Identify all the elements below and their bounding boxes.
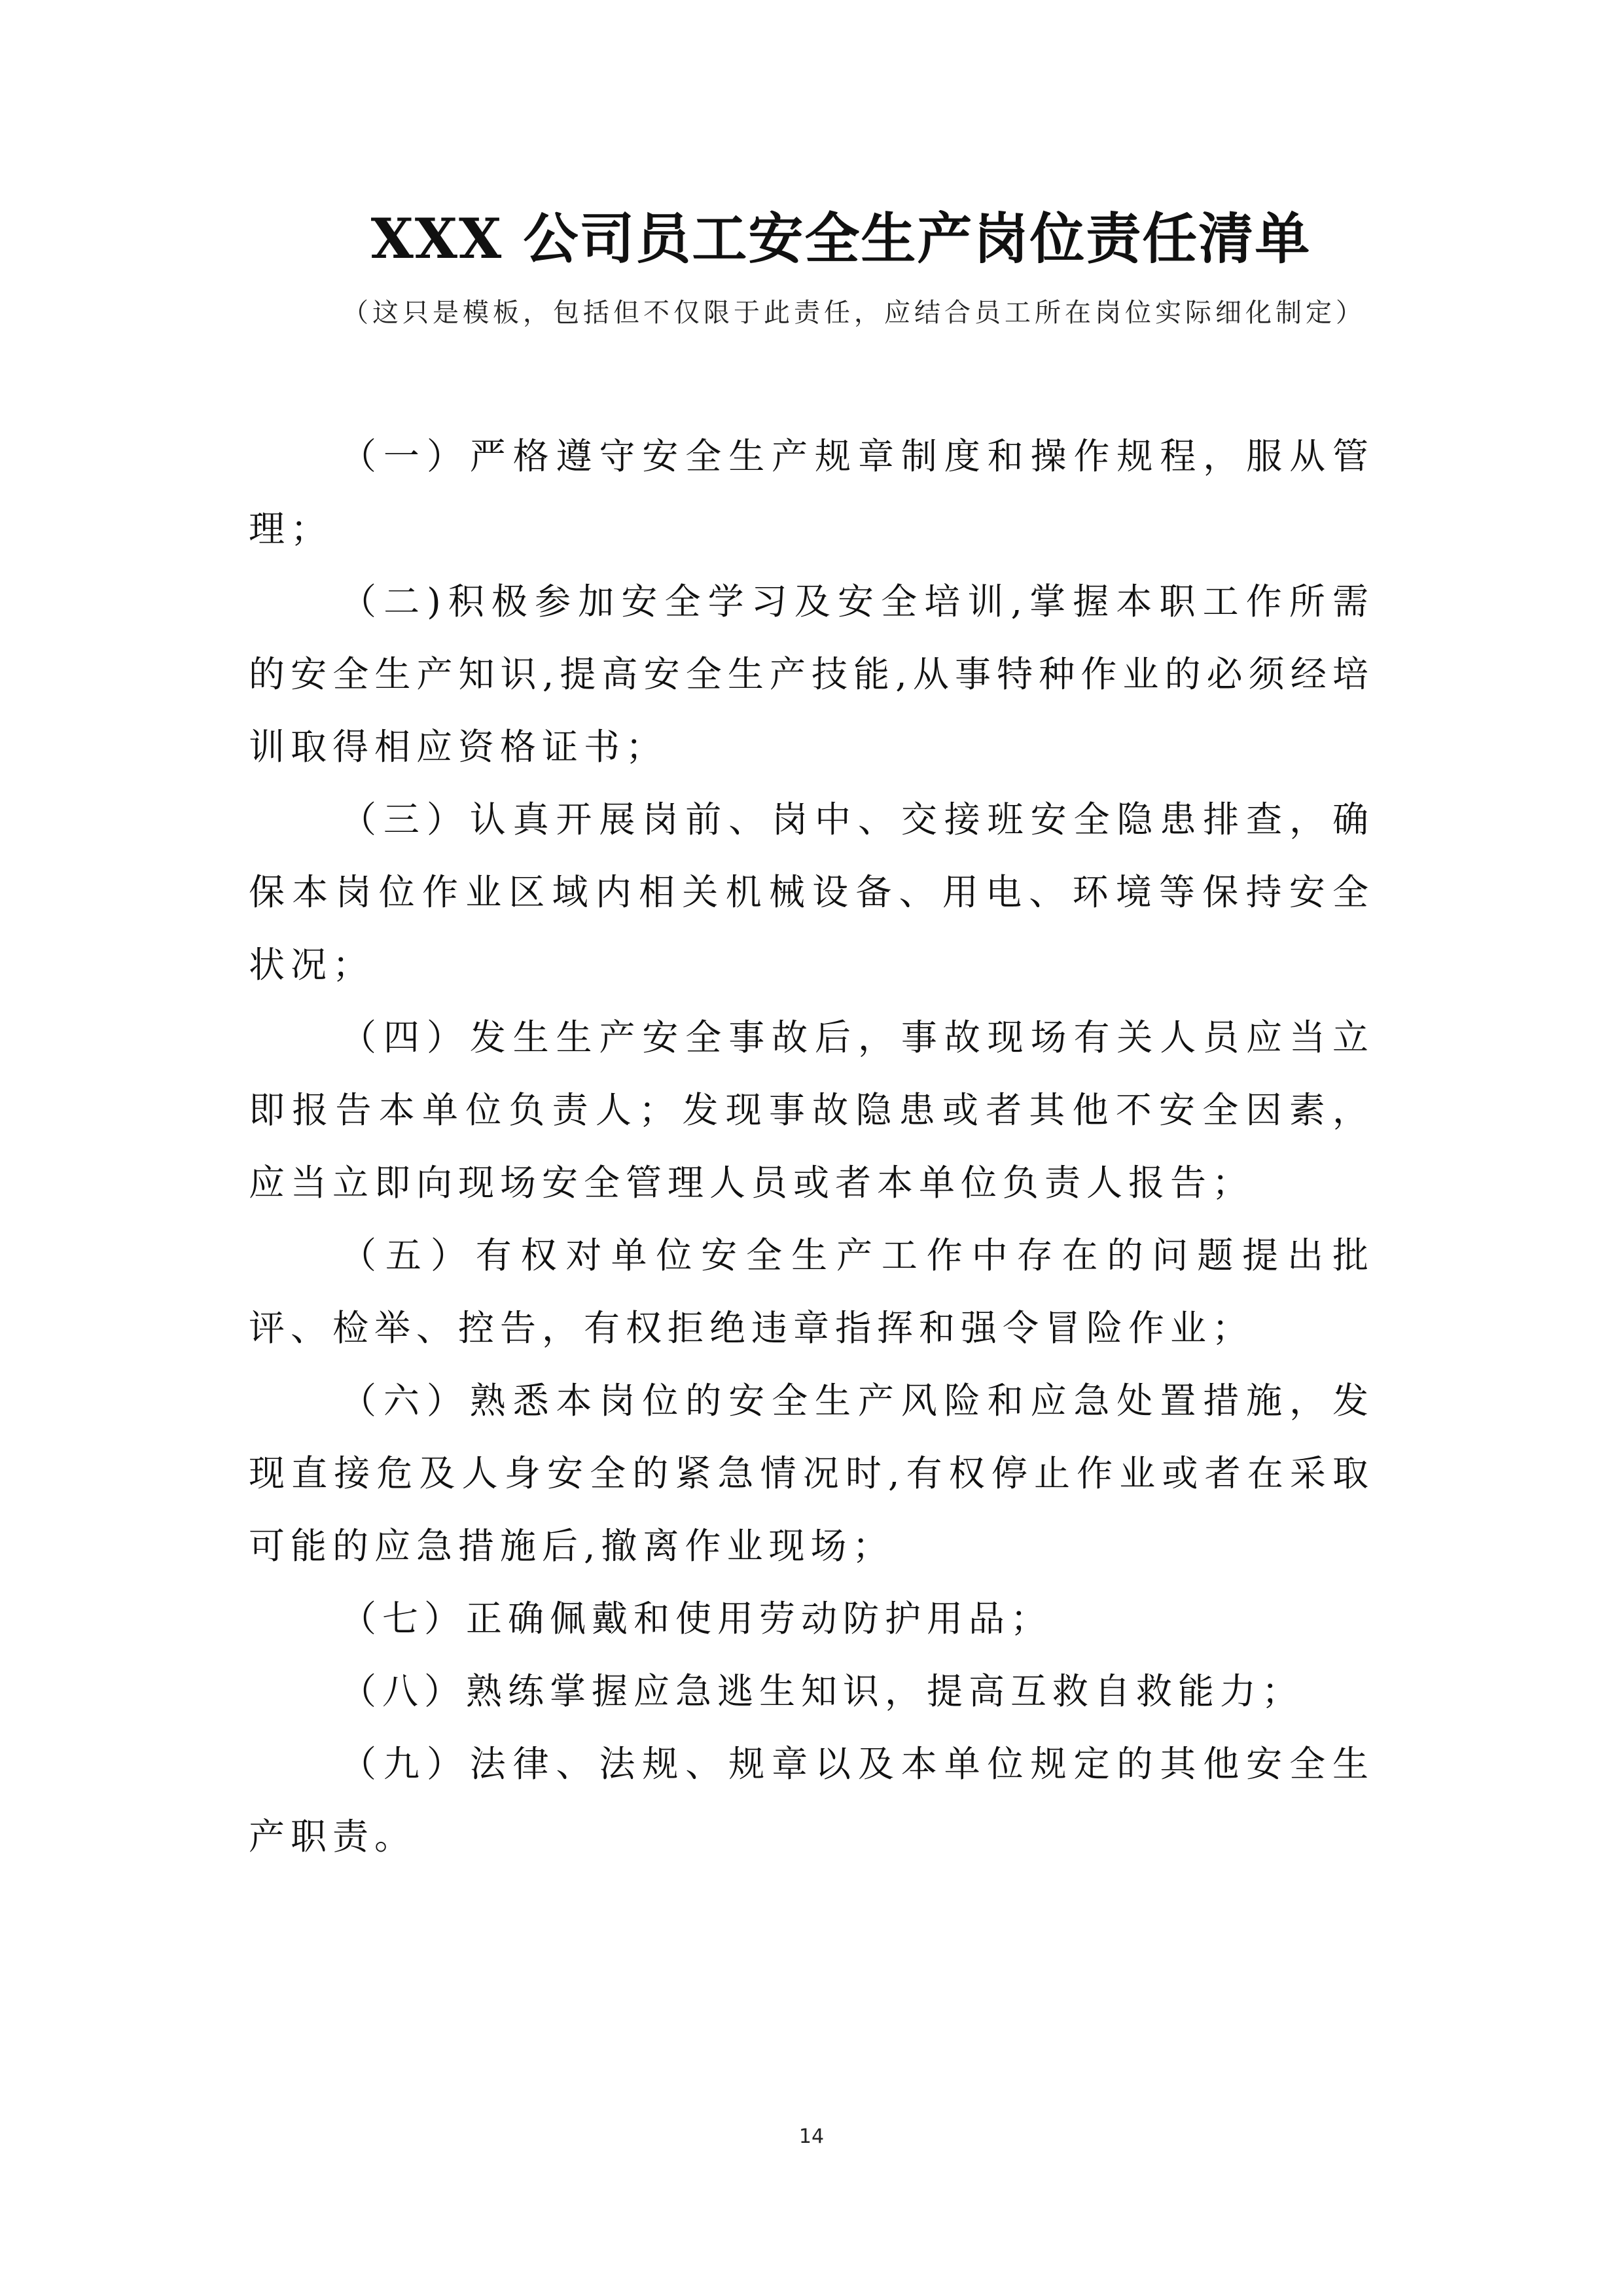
responsibility-item-1: （一）严格遵守安全生产规章制度和操作规程，服从管理； [249, 435, 1374, 550]
page-number: 14 [798, 2125, 825, 2148]
page-title: XXX 公司员工安全生产岗位责任清单 [370, 206, 1311, 271]
responsibility-item-7: （七）正确佩戴和使用劳动防护用品； [340, 1598, 1053, 1640]
responsibility-item-4: （四）发生生产安全事故后，事故现场有关人员应当立即报告本单位负责人；发现事故隐患或者其他不安全因素，应当立即向现场安全管理人员或者本单位负责人报告； [249, 1016, 1374, 1204]
page-subtitle: （这只是模板，包括但不仅限于此责任，应结合员工所在岗位实际细化制定） [342, 298, 1366, 328]
responsibility-item-3: （三）认真开展岗前、岗中、交接班安全隐患排查，确保本岗位作业区域内相关机械设备、用电、环境等保持安全状况； [249, 798, 1374, 986]
responsibility-item-8: （八）熟练掌握应急逃生知识，提高互救自救能力； [340, 1670, 1304, 1712]
responsibility-item-9: （九）法律、法规、规章以及本单位规定的其他安全生产职责。 [249, 1743, 1374, 1857]
responsibility-item-2: （二)积极参加安全学习及安全培训,掌握本职工作所需的安全生产知识,提高安全生产技能,从事特种作业的必须经培训取得相应资格证书； [249, 581, 1374, 768]
responsibility-item-5: （五）有权对单位安全生产工作中存在的问题提出批评、检举、控告，有权拒绝违章指挥和强令冒险作业； [249, 1234, 1374, 1349]
responsibility-list [249, 420, 1374, 1873]
responsibility-item-6: （六）熟悉本岗位的安全生产风险和应急处置措施，发现直接危及人身安全的紧急情况时,有权停止作业或者在采取可能的应急措施后,撤离作业现场； [249, 1380, 1374, 1567]
